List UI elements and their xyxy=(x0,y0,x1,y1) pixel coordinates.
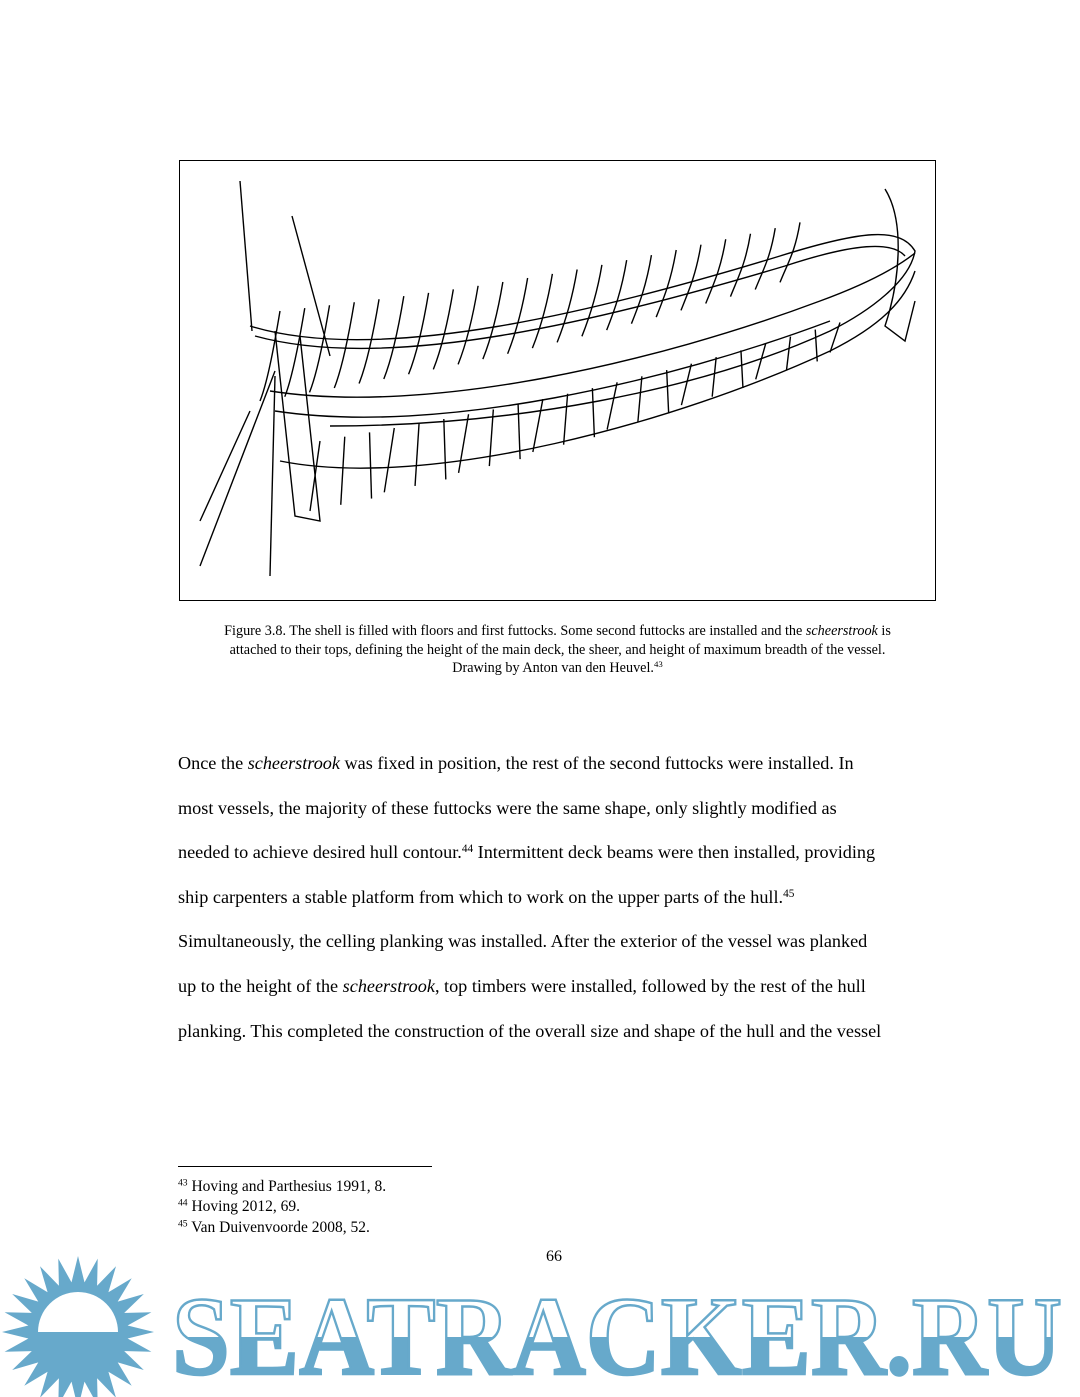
footnote-ref[interactable]: 45 xyxy=(783,887,795,900)
frame-timber xyxy=(458,286,478,365)
body-line: ship carpenters a stable platform from which to work on the upper parts of the hull.$^{45}$ xyxy=(178,887,795,907)
shore-post xyxy=(384,428,394,492)
frame-timber xyxy=(706,239,726,303)
ship-hull-drawing xyxy=(180,161,937,602)
frame-timber xyxy=(631,255,651,324)
shore-1 xyxy=(200,371,275,566)
frame-timber xyxy=(681,245,701,311)
figure-caption xyxy=(170,622,945,678)
shore-post xyxy=(638,376,642,421)
shore-post xyxy=(444,419,446,479)
sun-icon xyxy=(2,1256,154,1397)
stern-mast-1 xyxy=(240,181,252,331)
watermark-text: SEATRACKER.RU xyxy=(172,1275,1062,1397)
body-line: most vessels, the majority of these futtocks were the same shape, only slightly modified as xyxy=(178,798,837,818)
body-line: needed to achieve desired hull contour.$^{44}$ Intermittent deck beams were then installed, providing xyxy=(178,842,876,862)
frame-timber xyxy=(582,265,602,336)
shore-post xyxy=(756,344,766,380)
frame-timber xyxy=(656,250,676,317)
figure-frame xyxy=(179,160,936,601)
footnote: $^{45}$ Van Duivenvoorde 2008, 52. xyxy=(178,1218,370,1236)
italic-term: scheerstrook xyxy=(342,976,435,996)
caption-italic-term: scheerstrook xyxy=(805,623,878,639)
shore-post xyxy=(667,370,669,413)
caption-text: attached to their tops, defining the height of the main deck, the sheer, and height of maximum breadth of the vessel. xyxy=(229,641,886,658)
body-line: Simultaneously, the celling planking was installed. After the exterior of the vessel was planked xyxy=(178,931,868,951)
shore-post xyxy=(607,382,617,429)
footnote: $^{44}$ Hoving 2012, 69. xyxy=(178,1197,300,1215)
footnote-separator xyxy=(178,1166,432,1167)
shore-post xyxy=(459,414,469,473)
watermark-logo xyxy=(0,1252,1080,1397)
page-number: 66 xyxy=(546,1248,562,1265)
shore-2 xyxy=(270,376,275,576)
footnote-ref[interactable]: 43 xyxy=(653,659,663,670)
frame-timber xyxy=(483,282,503,359)
sheer-line-inner xyxy=(255,246,905,348)
frame-timber xyxy=(433,289,453,369)
wale-line-2 xyxy=(275,321,830,417)
italic-term: scheerstrook xyxy=(247,753,340,773)
body-line: up to the height of the scheerstrook, top timbers were installed, followed by the rest of the hull xyxy=(178,976,866,996)
frame-timber xyxy=(557,269,577,342)
caption-text: Drawing by Anton van den Heuvel. xyxy=(452,660,654,677)
shore-post xyxy=(341,437,345,505)
shore-post xyxy=(564,394,568,445)
frame-timber xyxy=(334,302,354,388)
shore-post xyxy=(741,350,743,388)
shore-3 xyxy=(200,411,250,521)
shore-post xyxy=(415,424,419,486)
body-line: Once the scheerstrook was fixed in position, the rest of the second futtocks were installed. In xyxy=(178,753,854,773)
shore-post xyxy=(310,441,320,511)
footnote-ref[interactable]: 44 xyxy=(461,842,474,855)
shore-post xyxy=(712,357,716,397)
footnote: $^{43}$ Hoving and Parthesius 1991, 8. xyxy=(178,1177,387,1195)
shore-post xyxy=(533,399,543,452)
frame-timber xyxy=(359,299,379,383)
body-line: planking. This completed the construction of the overall size and shape of the hull and the vessel xyxy=(178,1021,882,1041)
shore-post xyxy=(681,364,691,405)
caption-text: is xyxy=(877,623,891,639)
frame-timber xyxy=(409,293,429,374)
frame-timber xyxy=(532,274,552,348)
shore-post xyxy=(815,330,817,362)
caption-text: Figure 3.8. The shell is filled with floors and first futtocks. Some second futtocks are installed and the xyxy=(224,623,806,639)
shore-post xyxy=(370,432,372,498)
frame-timber xyxy=(508,278,528,354)
shore-post xyxy=(592,388,594,437)
frame-timber xyxy=(607,260,627,330)
shore-post xyxy=(786,337,790,371)
